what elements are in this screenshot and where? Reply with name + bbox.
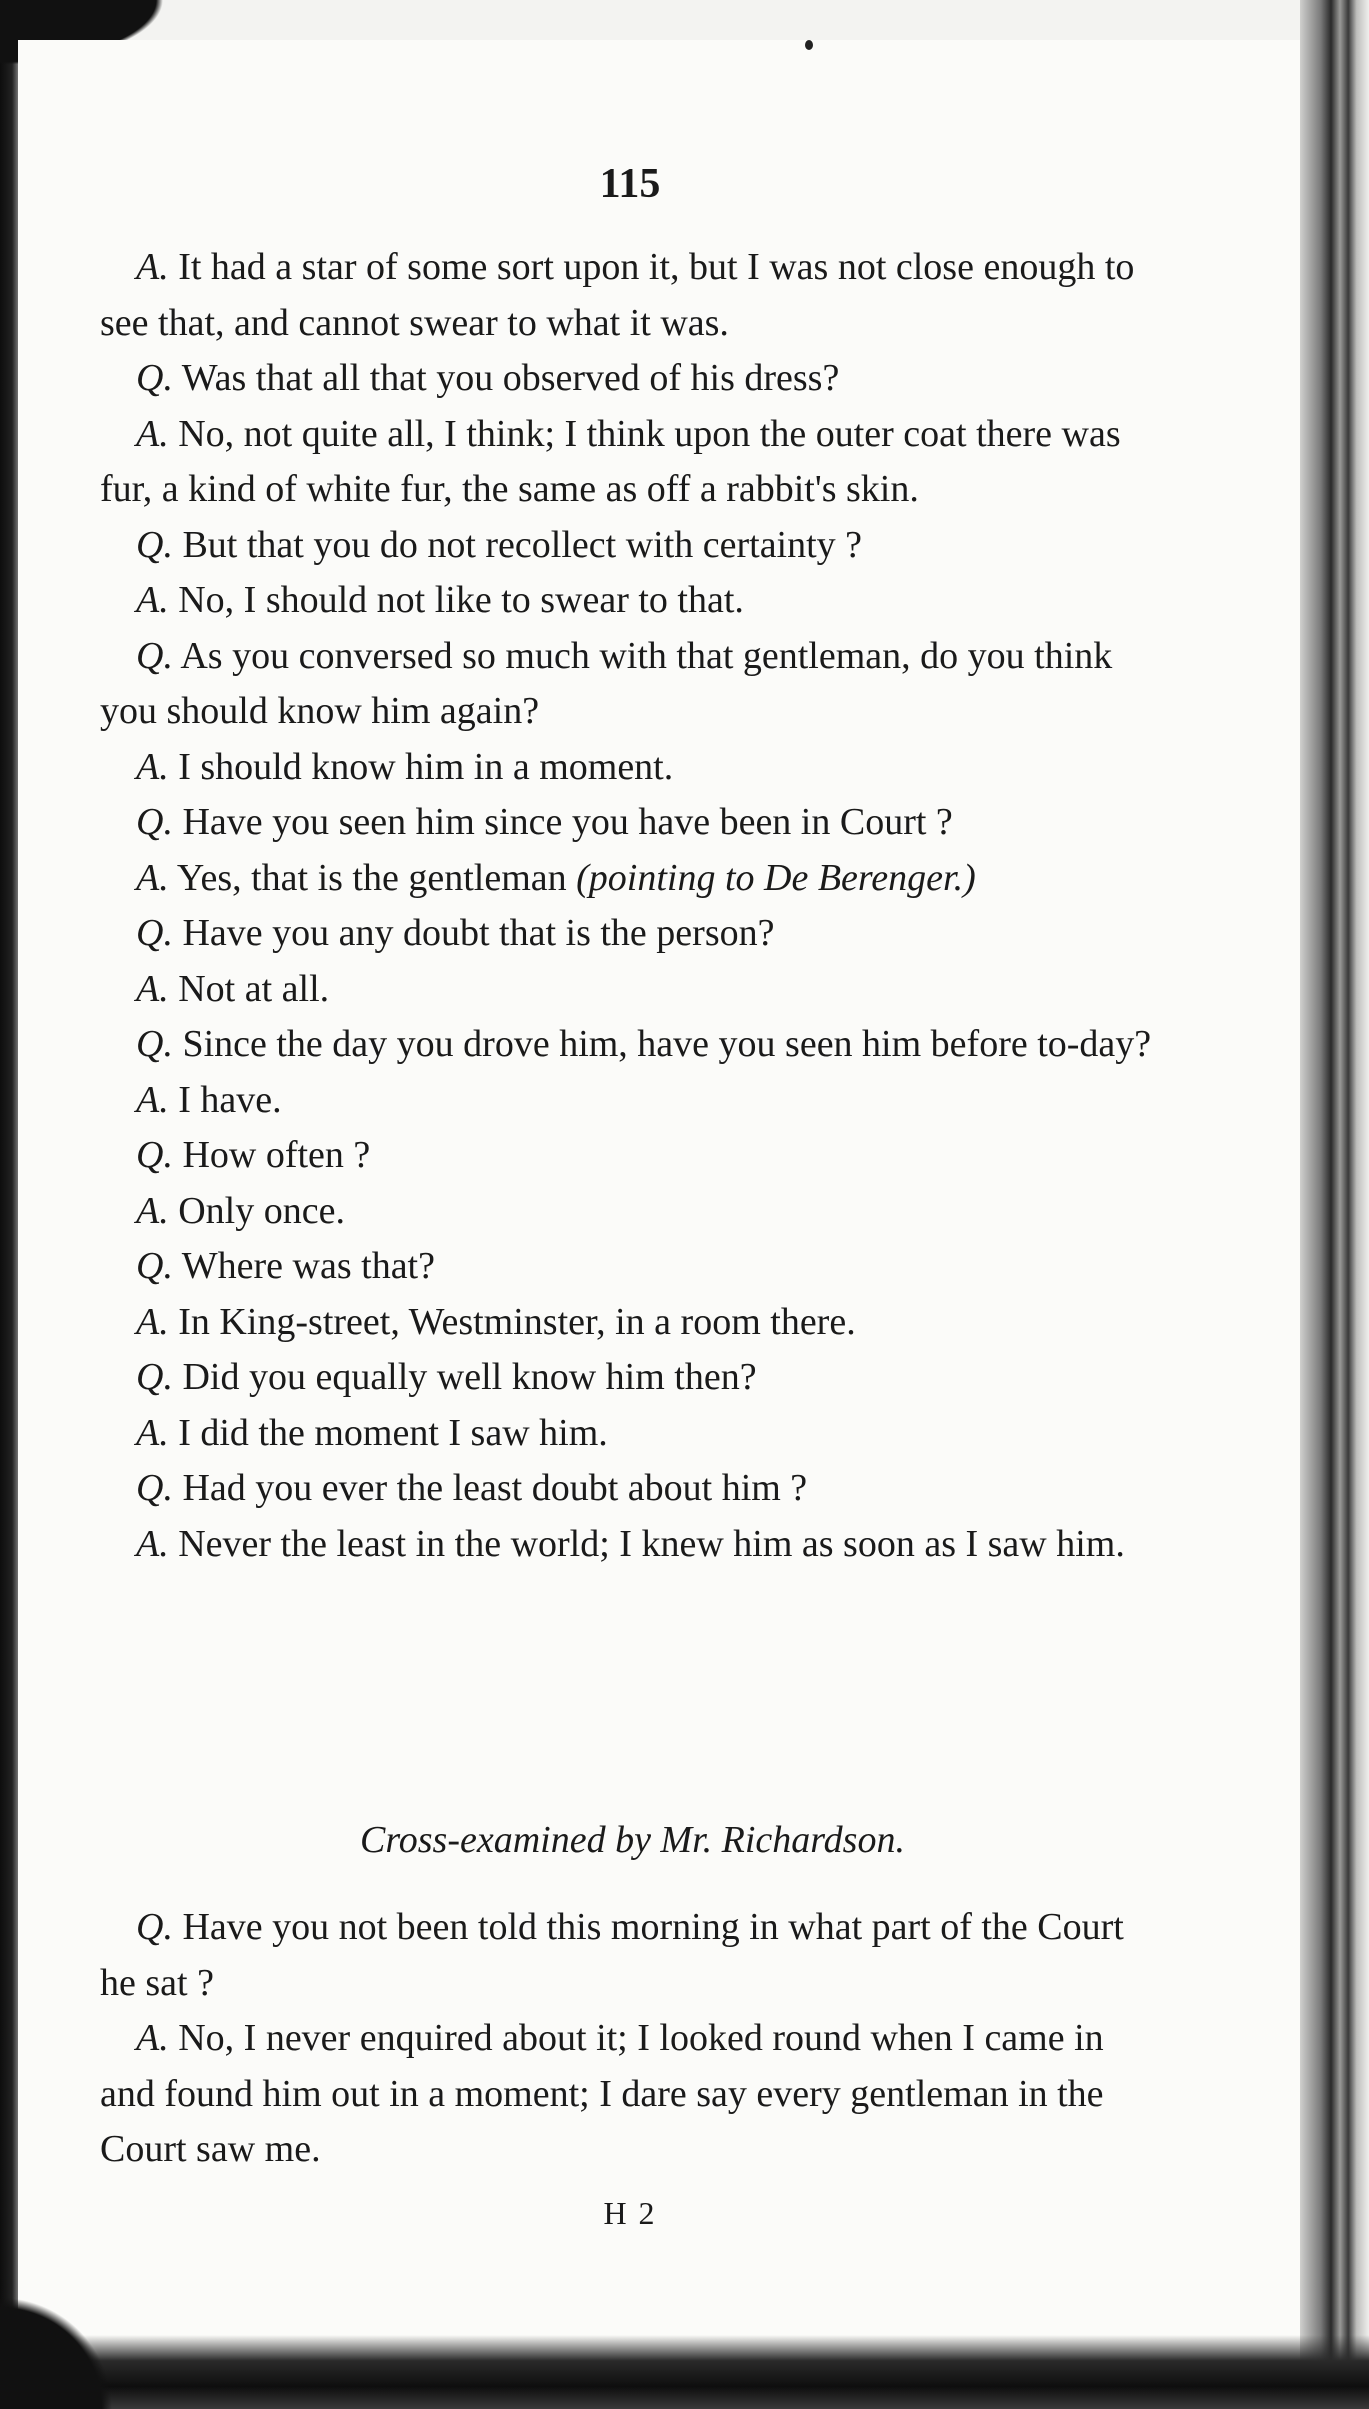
right-page-edge <box>1300 0 1369 2409</box>
testimony-entry-21: A. Never the least in the world; I knew him as soon as I saw him. <box>136 1522 1125 1565</box>
testimony-entry-9: A. Yes, that is the gentleman (pointing to De Berenger.) <box>136 856 976 899</box>
bottom-corner-shadow <box>0 2230 180 2409</box>
testimony-entry-1: A. It had a star of some sort upon it, but I was not close enough to see that, and cannot swear to what it was. <box>100 246 1135 344</box>
testimony-entry-12: Q. Since the day you drove him, have you seen him before to-day? <box>136 1023 1152 1065</box>
testimony-entry-8: Q. Have you seen him since you have been in Court ? <box>136 801 953 843</box>
ink-speck <box>805 40 813 50</box>
cross-entry-2: A. No, I never enquired about it; I looked round when I came in and found him out in a moment; I dare say every gentleman in the Court saw me. <box>100 2017 1104 2170</box>
testimony-entry-17: A. In King-street, Westminster, in a room there. <box>136 1300 856 1343</box>
cross-entry-1: Q. Have you not been told this morning in what part of the Court he sat ? <box>100 1906 1124 2004</box>
testimony-entry-16: Q. Where was that? <box>136 1245 435 1287</box>
testimony-block <box>100 240 1165 1572</box>
testimony-entry-19: A. I did the moment I saw him. <box>136 1411 608 1454</box>
testimony-entry-13: A. I have. <box>136 1078 282 1121</box>
cross-examination-block <box>100 1900 1165 2178</box>
testimony-entry-7: A. I should know him in a moment. <box>136 745 674 788</box>
stage-direction: (pointing to De Berenger.) <box>576 856 976 899</box>
testimony-entry-3: A. No, not quite all, I think; I think upon the outer coat there was fur, a kind of white fur, the same as off a rabbit's skin. <box>100 412 1121 510</box>
testimony-entry-20: Q. Had you ever the least doubt about him ? <box>136 1467 808 1509</box>
page-number: 115 <box>599 161 661 207</box>
testimony-entry-2: Q. Was that all that you observed of his dress? <box>136 357 840 399</box>
testimony-entry-18: Q. Did you equally well know him then? <box>136 1356 757 1398</box>
testimony-entry-5: A. No, I should not like to swear to that. <box>136 579 744 621</box>
bottom-page-edge <box>0 2335 1369 2409</box>
section-heading: Cross-examined by Mr. Richardson. <box>360 1819 905 1861</box>
signature-mark: H 2 <box>603 2195 657 2231</box>
testimony-entry-4: Q. But that you do not recollect with certainty ? <box>136 523 863 566</box>
testimony-entry-10: Q. Have you any doubt that is the person? <box>136 912 775 954</box>
testimony-entry-11: A. Not at all. <box>136 967 330 1010</box>
testimony-entry-6: Q. As you conversed so much with that gentleman, do you think you should know him again? <box>100 634 1113 732</box>
testimony-entry-15: A. Only once. <box>136 1189 345 1232</box>
testimony-entry-14: Q. How often ? <box>136 1134 371 1176</box>
